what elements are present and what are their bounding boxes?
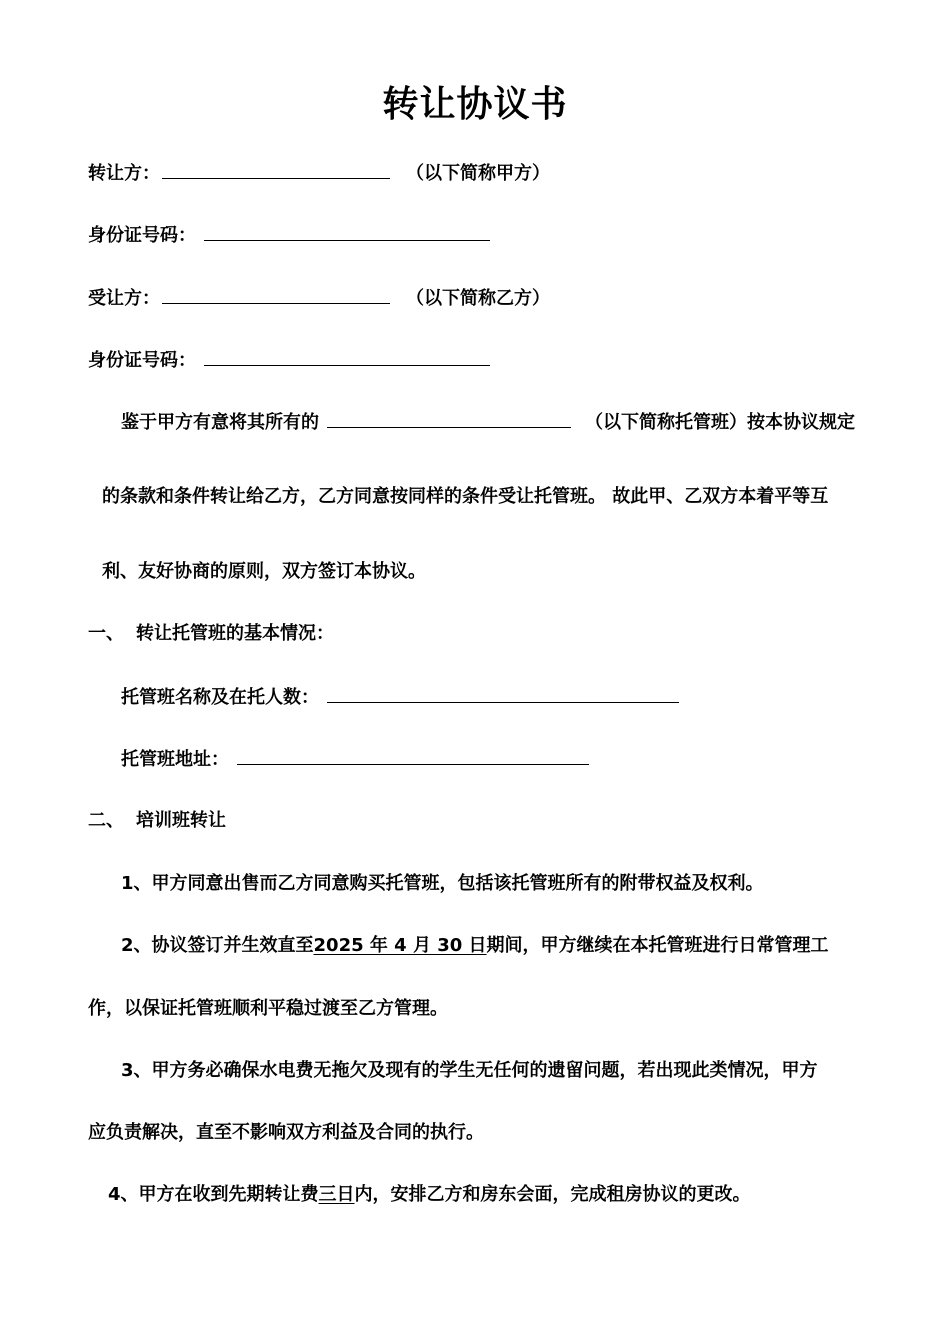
- transferee-id-row: [88, 347, 492, 374]
- clause-3-line-1: 3、甲方务必确保水电费无拖欠及现有的学生无任何的遗留问题，若出现此类情况，甲方: [121, 1060, 818, 1081]
- transferor-id-row: [88, 222, 492, 249]
- clause-2-line-1: [121, 933, 829, 959]
- transferee-row: [88, 285, 550, 312]
- transferee-blank[interactable]: [162, 285, 390, 304]
- class-name-count-blank[interactable]: [327, 684, 679, 703]
- clause-2-line-2: 作，以保证托管班顺利平稳过渡至乙方管理。: [88, 998, 448, 1019]
- clause-1: 1、甲方同意出售而乙方同意购买托管班，包括该托管班所有的附带权益及权利。: [121, 873, 764, 894]
- clause-2-date: 2025 年 4 月 30 日: [313, 935, 487, 956]
- section-1-heading: [88, 621, 334, 647]
- section-2-number: 二、: [88, 810, 124, 831]
- preamble-line-2: 的条款和条件转让给乙方，乙方同意按同样的条件受让托管班。 故此甲、乙双方本着平等互: [102, 486, 829, 507]
- transferee-id-label: 身份证号码：: [88, 350, 196, 371]
- class-address-row: [121, 746, 591, 773]
- clause-3-line-2: 应负责解决，直至不影响双方利益及合同的执行。: [88, 1122, 484, 1143]
- transferor-label: 转让方：: [88, 163, 160, 184]
- transferor-row: [88, 160, 550, 187]
- preamble-text-b: （以下简称托管班）按本协议规定: [585, 412, 855, 433]
- transferor-blank[interactable]: [162, 160, 390, 179]
- transferee-id-blank[interactable]: [204, 347, 490, 366]
- clause-4: [108, 1182, 751, 1208]
- preamble-text-a: 鉴于甲方有意将其所有的: [121, 412, 319, 433]
- transferor-note: （以下简称甲方）: [406, 163, 550, 184]
- transferor-id-blank[interactable]: [204, 222, 490, 241]
- document-title: 转让协议书: [382, 83, 568, 125]
- clause-4-text-a: 4、甲方在收到先期转让费: [108, 1184, 319, 1205]
- class-name-count-row: [121, 684, 681, 711]
- clause-2-text-b: 期间，甲方继续在本托管班进行日常管理工: [486, 935, 829, 956]
- section-2-title: 培训班转让: [136, 810, 226, 831]
- preamble-line-3: 利、友好协商的原则，双方签订本协议。: [102, 561, 426, 582]
- transferee-label: 受让方：: [88, 288, 160, 309]
- class-name-blank[interactable]: [327, 409, 571, 428]
- section-1-number: 一、: [88, 623, 124, 644]
- class-address-label: 托管班地址：: [121, 749, 229, 770]
- class-name-count-label: 托管班名称及在托人数：: [121, 687, 319, 708]
- clause-2-text-a: 2、协议签订并生效直至: [121, 935, 314, 956]
- section-2-heading: [88, 808, 226, 834]
- class-address-blank[interactable]: [237, 746, 589, 765]
- transferee-note: （以下简称乙方）: [406, 288, 550, 309]
- preamble-line-1: [121, 409, 855, 436]
- clause-4-text-b: 内，安排乙方和房东会面，完成租房协议的更改。: [354, 1184, 751, 1205]
- section-1-title: 转让托管班的基本情况：: [136, 623, 334, 644]
- transferor-id-label: 身份证号码：: [88, 225, 196, 246]
- clause-4-days: 三日: [318, 1184, 355, 1205]
